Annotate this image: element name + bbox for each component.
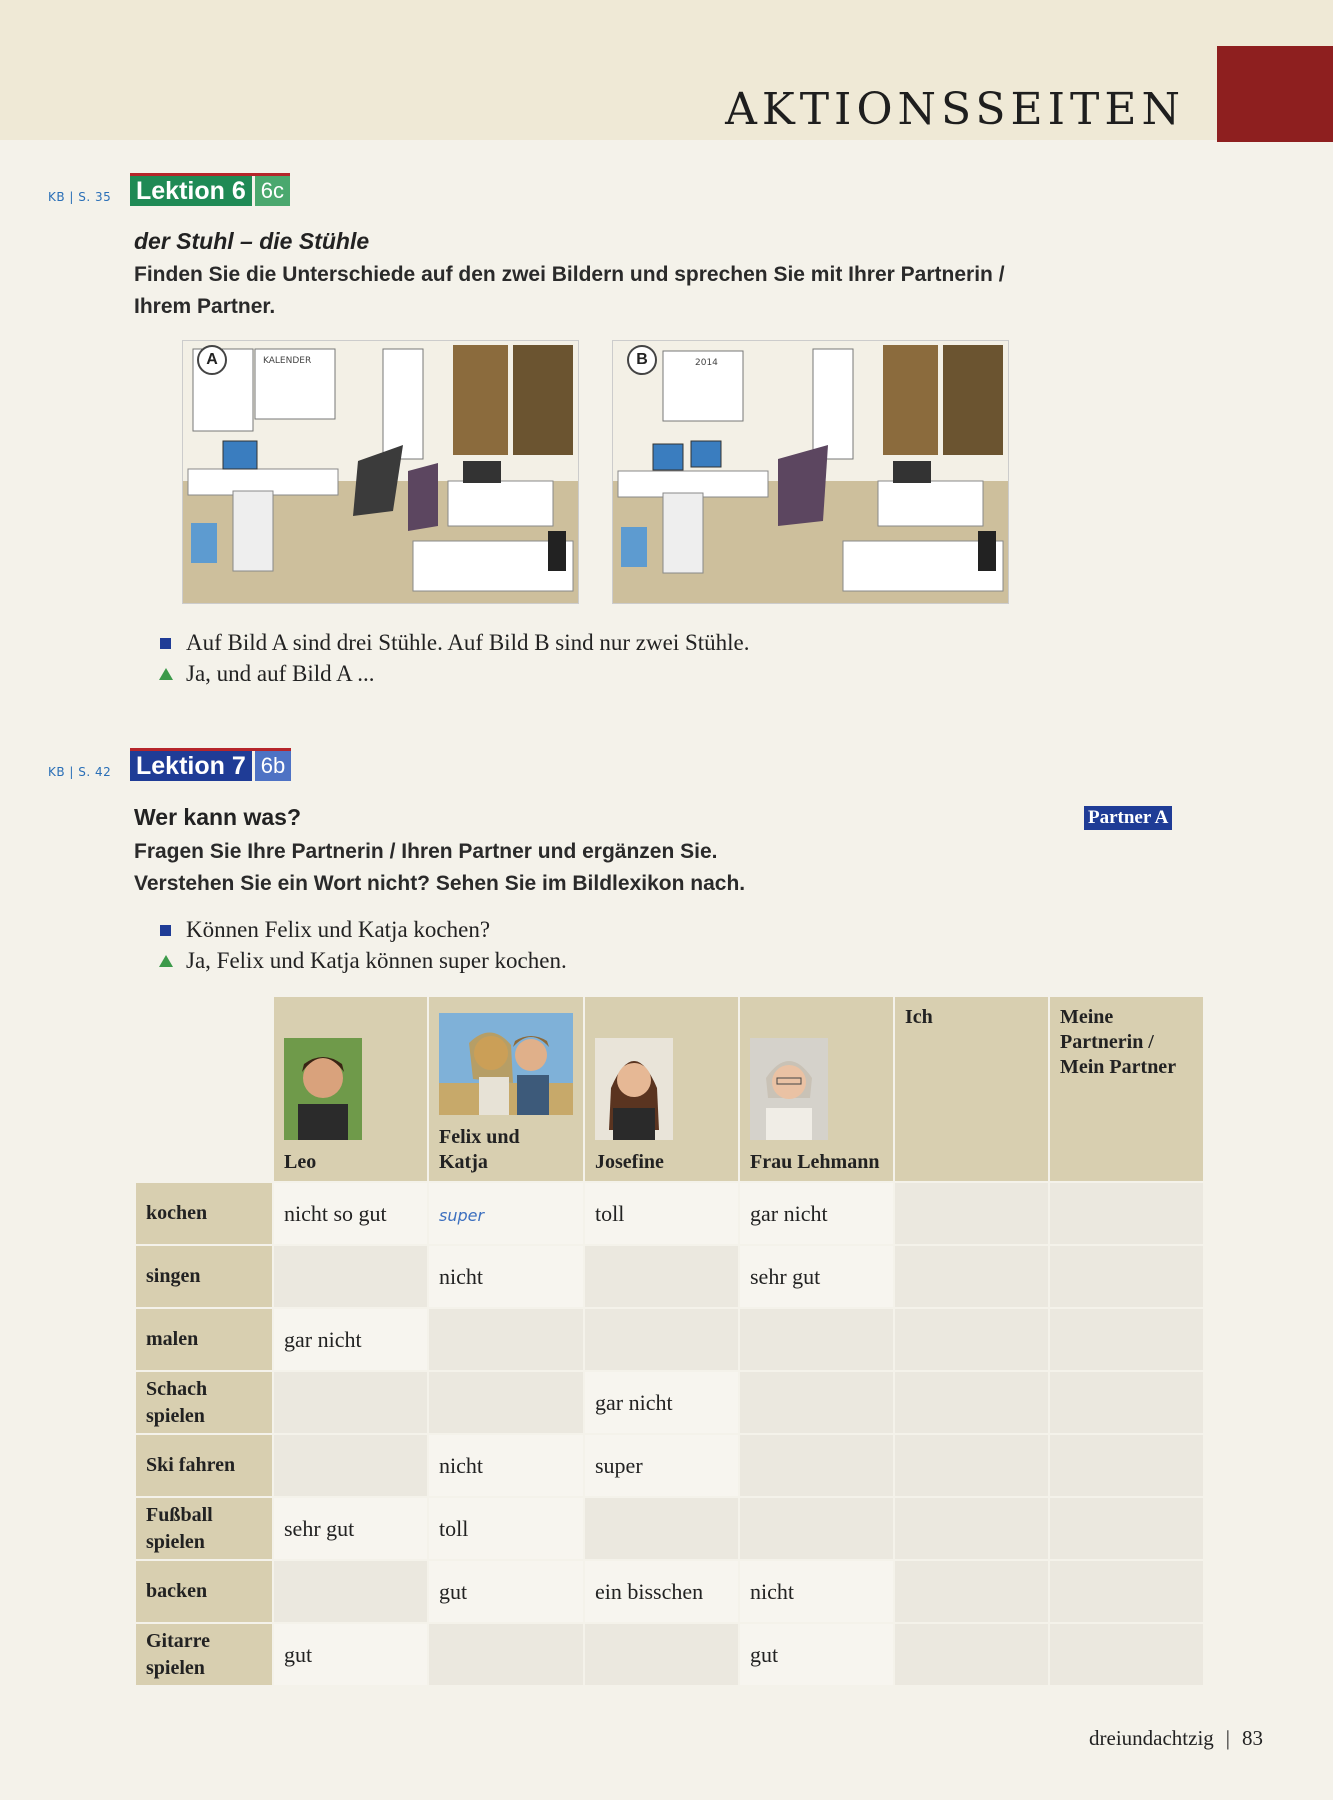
table-cell[interactable]: toll (584, 1182, 739, 1245)
row-label: Ski fahren (135, 1434, 273, 1497)
row-label: kochen (135, 1182, 273, 1245)
kb-reference: KB | S. 35 (48, 190, 112, 204)
row-label: singen (135, 1245, 273, 1308)
table-cell[interactable] (273, 1434, 428, 1497)
table-cell[interactable] (894, 1623, 1049, 1686)
table-cell[interactable] (1049, 1245, 1204, 1308)
table-cell[interactable]: toll (428, 1497, 584, 1560)
picture-label-b: B (627, 345, 657, 375)
table-cell[interactable]: gar nicht (584, 1371, 739, 1434)
lesson-label: Lektion 7 (130, 751, 252, 781)
table-header-row (135, 996, 1204, 1182)
exercise-instruction (134, 259, 1005, 323)
dialog-text: Ja, Felix und Katja können super kochen. (186, 948, 567, 973)
column-label: Josefine (595, 1151, 664, 1173)
table-cell[interactable] (428, 1308, 584, 1371)
table-cell[interactable] (428, 1371, 584, 1434)
table-cell[interactable]: sehr gut (739, 1245, 894, 1308)
table-cell[interactable] (584, 1623, 739, 1686)
row-label: Fußball spielen (135, 1497, 273, 1560)
table-cell[interactable] (894, 1497, 1049, 1560)
column-label: Felix und Katja (439, 1126, 520, 1173)
table-cell[interactable] (894, 1560, 1049, 1623)
ability-table (134, 995, 1205, 1687)
table-cell[interactable]: super (584, 1434, 739, 1497)
partner-badge: Partner A (1084, 806, 1172, 830)
column-label: Frau Lehmann (750, 1151, 880, 1173)
table-corner (135, 996, 273, 1182)
table-cell[interactable] (739, 1434, 894, 1497)
table-row (135, 1434, 1204, 1497)
table-cell[interactable] (739, 1371, 894, 1434)
table-cell[interactable] (428, 1182, 584, 1245)
dialog-line-question (186, 917, 490, 943)
column-header-felix-katja (428, 996, 584, 1182)
table-cell[interactable] (1049, 1182, 1204, 1245)
picture-label-a: A (197, 345, 227, 375)
column-header-ich: Ich (894, 996, 1049, 1182)
page-footer (1089, 1726, 1263, 1751)
table-cell[interactable] (739, 1308, 894, 1371)
exercise-instruction (134, 836, 745, 900)
dialog-text: Ja, und auf Bild A ... (186, 661, 375, 686)
table-cell[interactable]: nicht (428, 1434, 584, 1497)
instruction-line: Fragen Sie Ihre Partnerin / Ihren Partner und ergänzen Sie. (134, 840, 718, 863)
table-cell[interactable] (894, 1308, 1049, 1371)
exercise-title: der Stuhl – die Stühle (134, 228, 370, 254)
row-label: malen (135, 1308, 273, 1371)
dialog-line-answer (186, 661, 374, 687)
table-row (135, 1371, 1204, 1434)
row-label: Schach spielen (135, 1371, 273, 1434)
table-cell[interactable] (1049, 1434, 1204, 1497)
table-row (135, 1308, 1204, 1371)
table-cell[interactable]: gar nicht (273, 1308, 428, 1371)
table-row (135, 1245, 1204, 1308)
photo-frau-lehmann (750, 1038, 828, 1140)
instruction-line: Verstehen Sie ein Wort nicht? Sehen Sie im Bildlexikon nach. (134, 872, 746, 895)
table-row (135, 1497, 1204, 1560)
lesson-label: Lektion 6 (130, 176, 252, 206)
table-cell[interactable] (584, 1497, 739, 1560)
table-cell[interactable] (894, 1371, 1049, 1434)
photo-josefine (595, 1038, 673, 1140)
table-cell[interactable] (1049, 1560, 1204, 1623)
table-cell[interactable]: nicht (428, 1245, 584, 1308)
lesson-tag (130, 173, 290, 206)
dialog-text: Auf Bild A sind drei Stühle. Auf Bild B sind nur zwei Stühle. (186, 630, 750, 655)
office-picture-a (182, 340, 579, 604)
photo-felix-katja (439, 1013, 573, 1115)
dialog-line-question (186, 630, 750, 656)
table-cell[interactable] (273, 1245, 428, 1308)
triangle-bullet-icon (159, 955, 173, 967)
table-row (135, 1623, 1204, 1686)
table-row (135, 1560, 1204, 1623)
table-cell[interactable] (1049, 1308, 1204, 1371)
table-cell[interactable]: nicht so gut (273, 1182, 428, 1245)
table-cell[interactable]: ein bisschen (584, 1560, 739, 1623)
page-number-word: dreiundachtzig (1089, 1726, 1214, 1750)
table-cell[interactable] (1049, 1497, 1204, 1560)
column-header-partner: Meine Partnerin / Mein Partner (1049, 996, 1204, 1182)
page-number: 83 (1242, 1726, 1263, 1750)
table-cell[interactable] (584, 1308, 739, 1371)
table-cell[interactable] (894, 1434, 1049, 1497)
table-cell[interactable]: gut (428, 1560, 584, 1623)
exercise-title: Wer kann was? (134, 804, 302, 830)
table-cell[interactable] (739, 1497, 894, 1560)
instruction-line: Ihrem Partner. (134, 295, 276, 318)
column-label: Leo (284, 1151, 317, 1173)
dialog-text: Können Felix und Katja kochen? (186, 917, 491, 942)
table-cell[interactable]: gar nicht (739, 1182, 894, 1245)
photo-leo (284, 1038, 362, 1140)
table-cell[interactable] (1049, 1623, 1204, 1686)
section-color-tab (1217, 46, 1333, 142)
picture-b-sign: 2014 (695, 358, 718, 368)
kb-reference: KB | S. 42 (48, 765, 112, 779)
table-cell[interactable]: nicht (739, 1560, 894, 1623)
table-cell[interactable] (428, 1623, 584, 1686)
row-label: backen (135, 1560, 273, 1623)
column-header-frau-lehmann (739, 996, 894, 1182)
lesson-sub-label: 6c (255, 176, 290, 206)
triangle-bullet-icon (159, 668, 173, 680)
page-title: AKTIONSSEITEN (725, 84, 1185, 135)
table-cell[interactable] (1049, 1371, 1204, 1434)
row-label: Gitarre spielen (135, 1623, 273, 1686)
column-header-josefine (584, 996, 739, 1182)
table-cell[interactable] (273, 1371, 428, 1434)
column-header-leo (273, 996, 428, 1182)
table-cell[interactable] (273, 1560, 428, 1623)
lesson-sub-label: 6b (255, 751, 291, 781)
square-bullet-icon (160, 925, 171, 936)
handwritten-answer: super (439, 1205, 485, 1225)
table-cell[interactable] (894, 1182, 1049, 1245)
table-cell[interactable]: gut (273, 1623, 428, 1686)
square-bullet-icon (160, 638, 171, 649)
table-cell[interactable]: gut (739, 1623, 894, 1686)
dialog-line-answer (186, 948, 567, 974)
table-cell[interactable]: sehr gut (273, 1497, 428, 1560)
table-cell[interactable] (584, 1245, 739, 1308)
lesson-tag (130, 748, 291, 781)
picture-a-sign: KALENDER (263, 356, 312, 366)
table-cell[interactable] (894, 1245, 1049, 1308)
footer-separator: | (1225, 1726, 1230, 1750)
instruction-line: Finden Sie die Unterschiede auf den zwei Bildern und sprechen Sie mit Ihrer Partnerin / (134, 263, 1005, 286)
office-picture-b (612, 340, 1009, 604)
table-row (135, 1182, 1204, 1245)
